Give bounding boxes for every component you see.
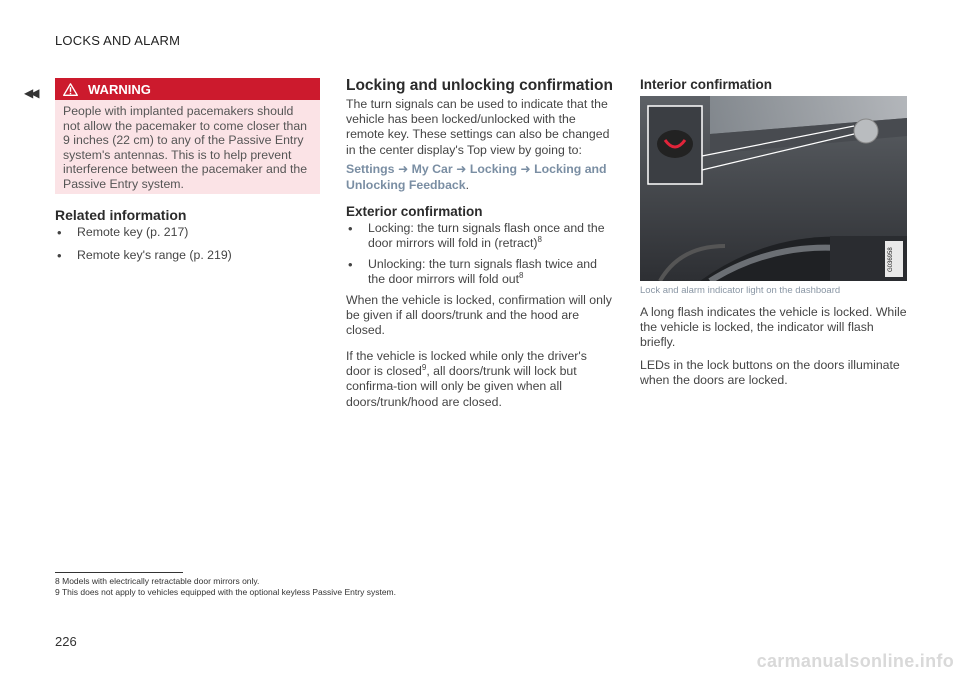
warning-title: WARNING bbox=[88, 81, 151, 97]
footnote-text: Models with electrically retractable door mirrors only. bbox=[62, 576, 260, 586]
warning-triangle-icon bbox=[63, 83, 78, 96]
footnote-text: This does not apply to vehicles equipped with the optional keyless Passive Entry system. bbox=[61, 587, 396, 597]
list-item bbox=[346, 221, 614, 251]
confirmation-paragraph: When the vehicle is locked, confirmation will only be given if all doors/trunk and the hood are closed. bbox=[346, 293, 612, 338]
led-paragraph: LEDs in the lock buttons on the doors illuminate when the doors are locked. bbox=[640, 358, 900, 388]
dashboard-illustration bbox=[640, 96, 907, 281]
footnote-9 bbox=[55, 587, 396, 597]
footnote-8 bbox=[55, 576, 259, 586]
footnote-ref[interactable]: 8 bbox=[537, 234, 542, 244]
footnote-number: 8 bbox=[55, 576, 60, 586]
path-my-car: My Car bbox=[411, 162, 453, 176]
exterior-list bbox=[346, 221, 614, 293]
warning-text: People with implanted pacemakers should not allow the pacemaker to come closer than 9 inches (22 cm) to any of the Passive Entry system's antennas. This is to help prevent interference between the pacemaker and the Passive Entry system. bbox=[55, 100, 320, 194]
arrow-right-icon: ➜ bbox=[397, 162, 409, 176]
path-period: . bbox=[465, 178, 470, 192]
related-list bbox=[55, 225, 320, 271]
driver-door-text-b: , all doors/trunk will lock but confirma-tion will only be given when all doors/trunk/hood are closed. bbox=[346, 364, 577, 409]
image-caption: Lock and alarm indicator light on the dashboard bbox=[640, 285, 841, 296]
footnote-ref[interactable]: 8 bbox=[519, 270, 524, 280]
path-settings: Settings bbox=[346, 162, 395, 176]
back-nav-icon[interactable]: ◀◀ bbox=[24, 86, 37, 100]
intro-paragraph: The turn signals can be used to indicate that the vehicle has been locked/unlocked with the remote key. These settings can also be changed in the center display's Top view by going to: bbox=[346, 97, 610, 157]
image-code: G036958 bbox=[888, 247, 894, 272]
related-heading: Related information bbox=[55, 207, 187, 223]
footnote-number: 9 bbox=[55, 587, 60, 597]
path-locking: Locking bbox=[469, 162, 517, 176]
warning-header bbox=[55, 78, 320, 100]
warning-box bbox=[55, 78, 320, 194]
arrow-right-icon: ➜ bbox=[520, 162, 531, 176]
driver-door-text-a: If the vehicle is locked while only the driver's door is closed bbox=[346, 349, 587, 379]
section-heading: Locking and unlocking confirmation bbox=[346, 77, 613, 94]
list-item bbox=[346, 257, 614, 287]
chapter-title: LOCKS AND ALARM bbox=[55, 33, 181, 48]
related-link-remote-key[interactable]: • Remote key (p. 217) bbox=[55, 225, 320, 240]
driver-door-paragraph bbox=[346, 349, 614, 410]
related-link-remote-key-range[interactable]: • Remote key's range (p. 219) bbox=[55, 248, 320, 263]
footnote-divider bbox=[55, 572, 183, 573]
menu-path bbox=[346, 161, 614, 193]
dashboard-photo bbox=[640, 96, 907, 281]
footnote-ref[interactable]: 9 bbox=[421, 363, 427, 373]
exterior-heading: Exterior confirmation bbox=[346, 204, 483, 219]
exterior-unlocking-text: Unlocking: the turn signals flash twice and the door mirrors will fold out bbox=[368, 257, 597, 286]
arrow-right-icon: ➜ bbox=[456, 162, 467, 176]
page-number: 226 bbox=[55, 634, 77, 649]
long-flash-paragraph: A long flash indicates the vehicle is locked. While the vehicle is locked, the indicator will flash briefly. bbox=[640, 305, 907, 350]
exterior-locking-text: Locking: the turn signals flash once and the door mirrors will fold in (retract) bbox=[368, 221, 605, 250]
path-locking-unlocking-feedback: Locking and Unlocking Feedback bbox=[346, 162, 607, 192]
interior-heading: Interior confirmation bbox=[640, 77, 773, 92]
watermark: carmanualsonline.info bbox=[756, 651, 954, 671]
